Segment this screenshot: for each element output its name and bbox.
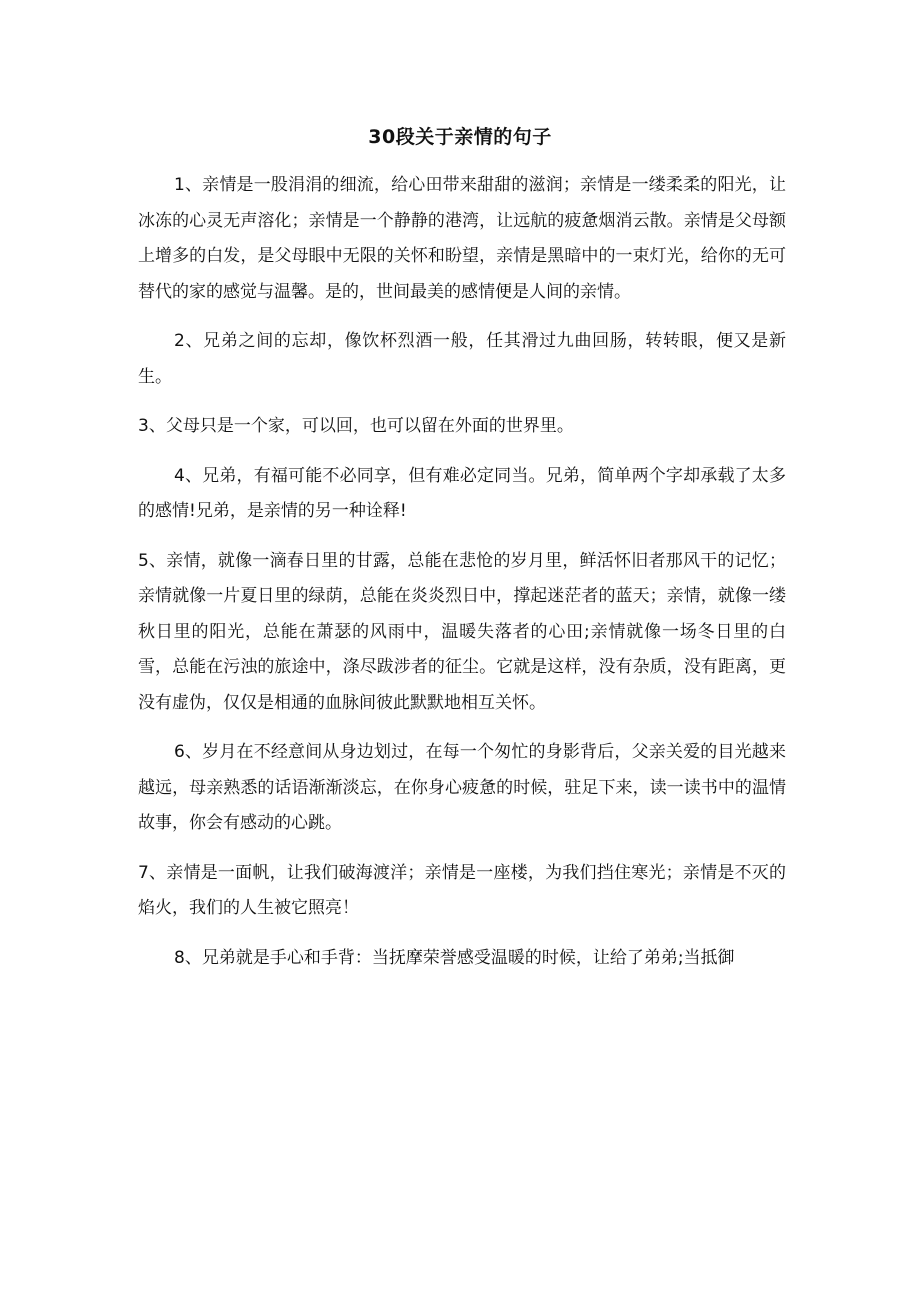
paragraph-4: 4、兄弟，有福可能不必同享，但有难必定同当。兄弟，简单两个字却承载了太多的感情!兄弟，是亲情的另一种诠释! xyxy=(138,465,786,521)
paragraph-8: 8、兄弟就是手心和手背：当抚摩荣誉感受温暖的时候，让给了弟弟;当抵御 xyxy=(174,947,735,968)
paragraph-6: 6、岁月在不经意间从身边划过，在每一个匆忙的身影背后，父亲关爱的目光越来越远，母亲熟悉的话语渐渐淡忘，在你身心疲惫的时候，驻足下来，读一读书中的温情故事，你会有感动的心跳。 xyxy=(138,742,786,833)
paragraph-7: 7、亲情是一面帆，让我们破海渡洋；亲情是一座楼，为我们挡住寒光；亲情是不灭的焰火，我们的人生被它照亮！ xyxy=(138,862,786,918)
paragraph-5: 5、亲情，就像一滴春日里的甘露，总能在悲怆的岁月里，鲜活怀旧者那风干的记忆；亲情就像一片夏日里的绿荫，总能在炎炎烈日中，撑起迷茫者的蓝天；亲情，就像一缕秋日里的阳光，总能在萧瑟的风雨中，温暖失落者的心田;亲情就像一场冬日里的白雪，总能在污浊的旅途中，涤尽跋涉者的征尘。它就是这样，没有杂质，没有距离，更没有虚伪，仅仅是相通的血脉间彼此默默地相互关怀。 xyxy=(138,550,786,713)
paragraph-2: 2、兄弟之间的忘却，像饮杯烈酒一般，任其滑过九曲回肠，转转眼，便又是新生。 xyxy=(138,331,786,387)
document-title: 30段关于亲情的句子 xyxy=(368,126,552,148)
paragraph-3: 3、父母只是一个家，可以回，也可以留在外面的世界里。 xyxy=(138,416,574,436)
paragraph-1: 1、亲情是一股涓涓的细流，给心田带来甜甜的滋润；亲情是一缕柔柔的阳光，让冰冻的心灵无声溶化；亲情是一个静静的港湾，让远航的疲惫烟消云散。亲情是父母额上增多的白发，是父母眼中无限的关怀和盼望，亲情是黑暗中的一束灯光，给你的无可替代的家的感觉与温馨。是的，世间最美的感情便是人间的亲情。 xyxy=(138,175,786,302)
document-body xyxy=(138,168,786,990)
